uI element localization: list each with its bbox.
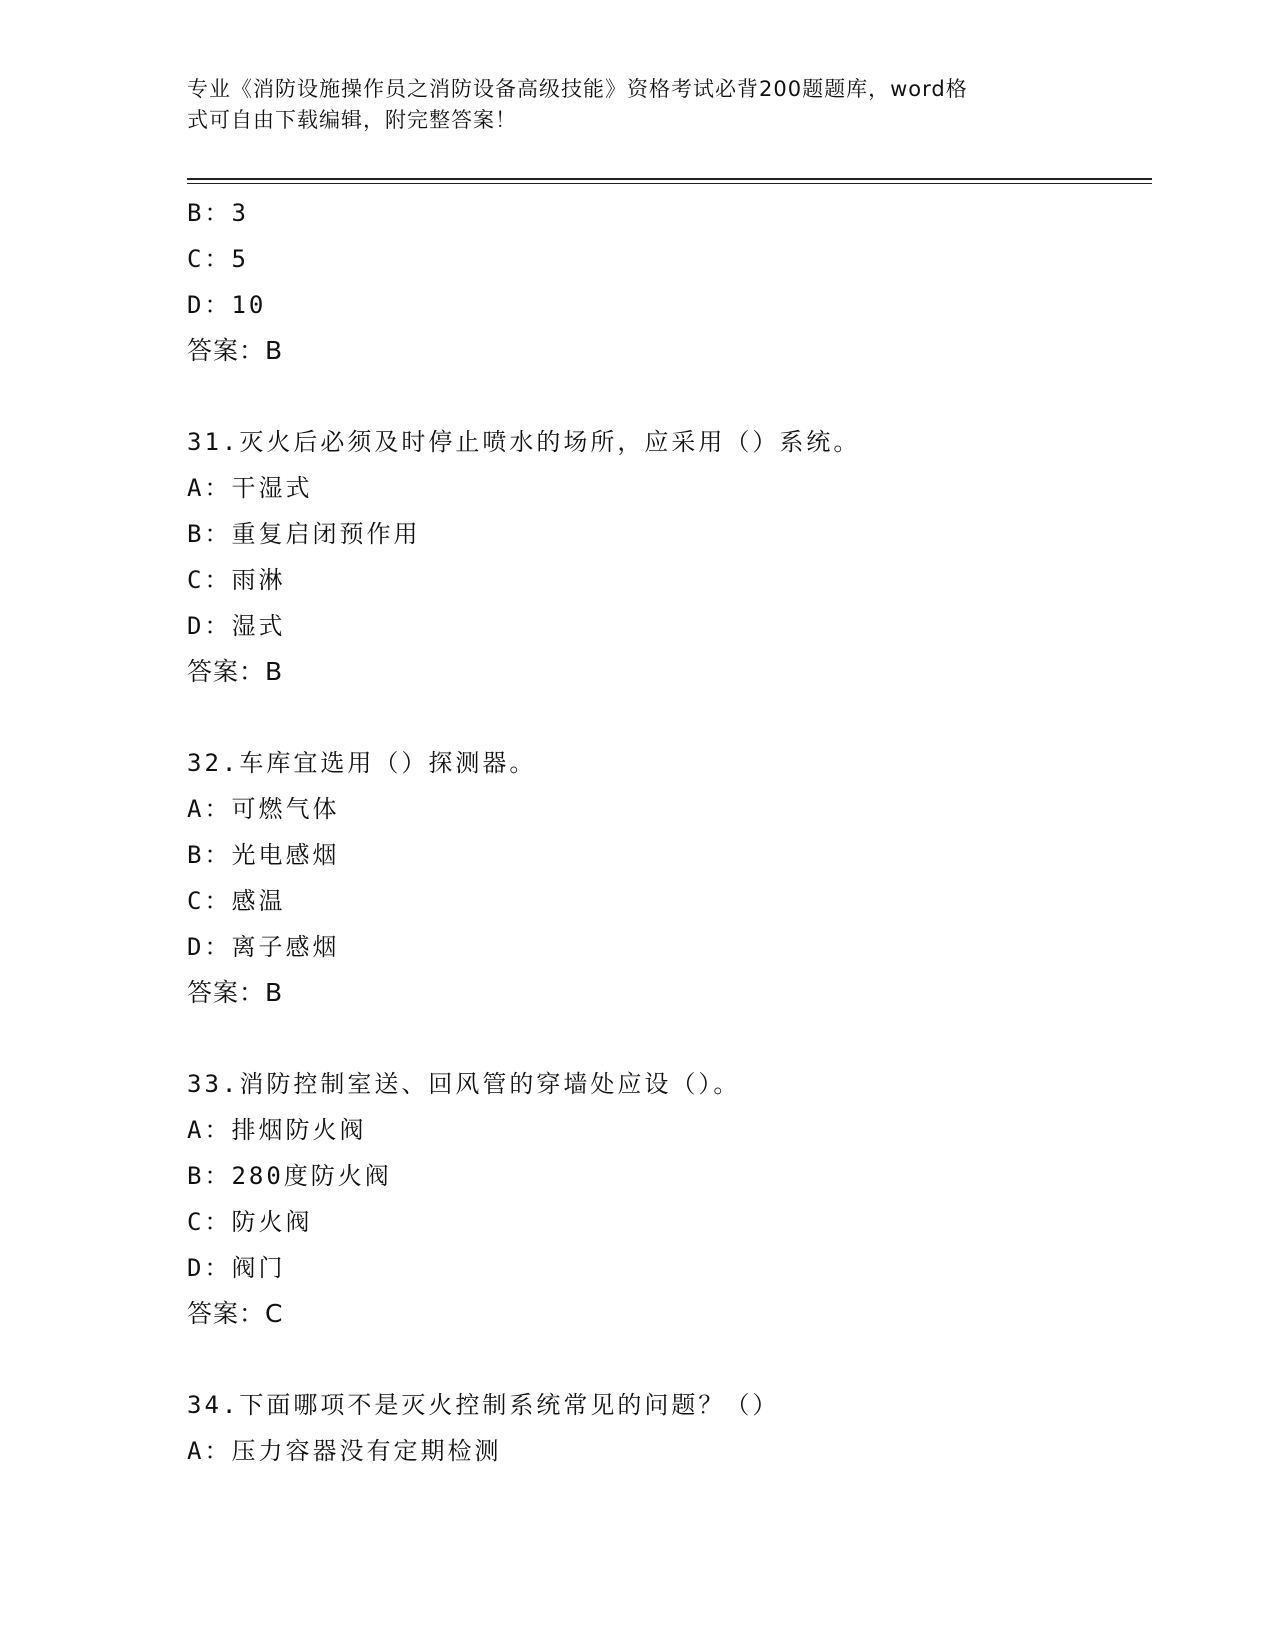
option-c: C：5 [187, 245, 249, 273]
header-line-1: 专业《消防设施操作员之消防设备高级技能》资格考试必背200题题库，word格 [187, 77, 968, 101]
document-header [187, 74, 1067, 136]
spacer [187, 1016, 1152, 1061]
spacer [187, 1337, 1152, 1382]
question-text: 32.车库宜选用（）探测器。 [187, 749, 537, 777]
question-33 [187, 1061, 1152, 1337]
question-34 [187, 1382, 1152, 1474]
question-30-fragment [187, 190, 1152, 374]
answer: 答案：B [187, 657, 284, 686]
header-divider-thick [187, 178, 1152, 180]
option-b: B：280度防火阀 [187, 1162, 392, 1190]
spacer [187, 374, 1152, 419]
answer: 答案：B [187, 336, 284, 365]
option-b: B：重复启闭预作用 [187, 520, 421, 548]
question-list [187, 190, 1152, 1474]
header-divider-thin [187, 183, 1152, 184]
question-32 [187, 740, 1152, 1016]
question-text: 34.下面哪项不是灭火控制系统常见的问题？（） [187, 1391, 780, 1419]
option-c: C：防火阀 [187, 1208, 313, 1236]
option-c: C：雨淋 [187, 566, 286, 594]
answer: 答案：B [187, 978, 284, 1007]
option-a: A：压力容器没有定期检测 [187, 1437, 502, 1465]
answer: 答案：C [187, 1299, 284, 1328]
option-a: A：排烟防火阀 [187, 1116, 367, 1144]
option-d: D：湿式 [187, 612, 286, 640]
option-b: B：光电感烟 [187, 841, 340, 869]
header-line-2: 式可自由下载编辑，附完整答案！ [187, 108, 517, 132]
question-text: 31.灭火后必须及时停止喷水的场所，应采用（）系统。 [187, 428, 861, 456]
question-31 [187, 419, 1152, 695]
option-d: D：离子感烟 [187, 933, 340, 961]
question-text: 33.消防控制室送、回风管的穿墙处应设（）。 [187, 1070, 741, 1098]
option-a: A：可燃气体 [187, 795, 340, 823]
option-c: C：感温 [187, 887, 286, 915]
option-b: B：3 [187, 199, 249, 227]
option-d: D：10 [187, 291, 267, 319]
spacer [187, 695, 1152, 740]
option-d: D：阀门 [187, 1254, 286, 1282]
option-a: A：干湿式 [187, 474, 313, 502]
